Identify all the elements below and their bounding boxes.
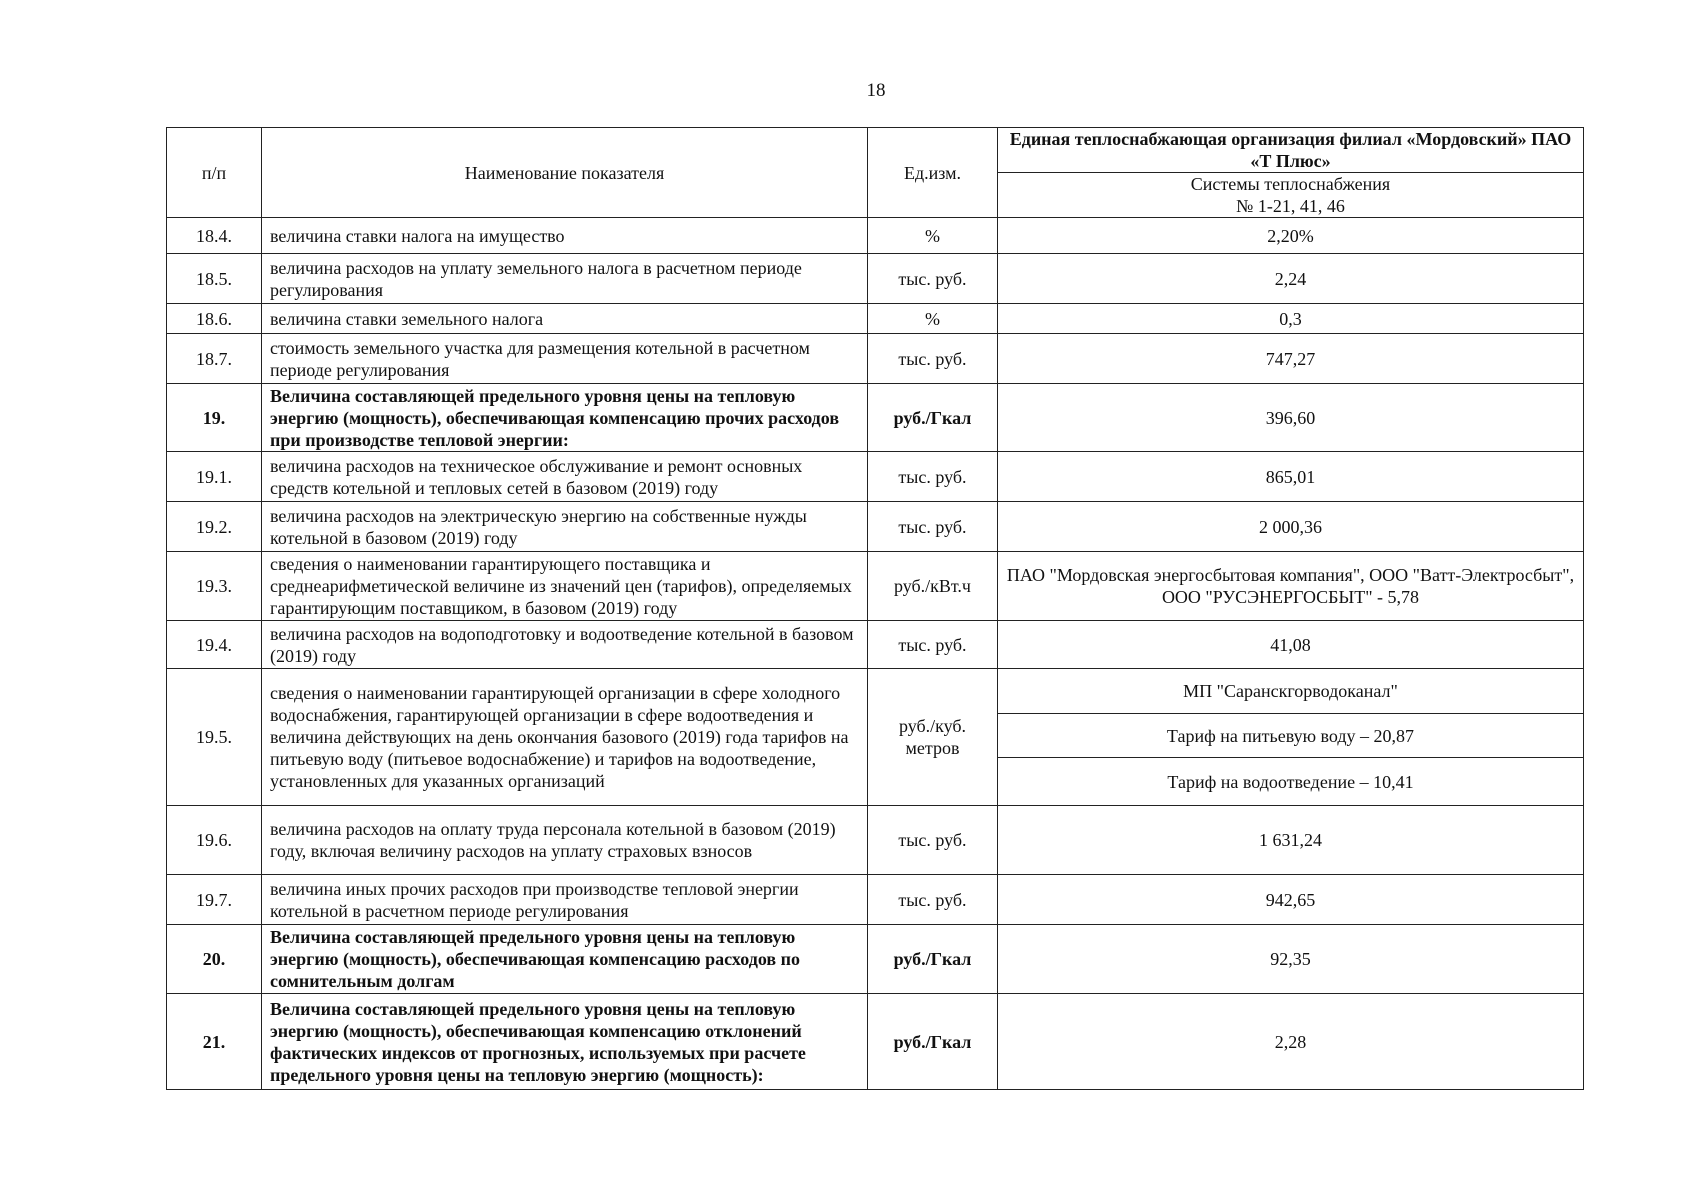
- row-value: 2,24: [998, 254, 1584, 304]
- row-num: 19.: [167, 384, 262, 452]
- row-num: 18.4.: [167, 218, 262, 254]
- row-num: 18.5.: [167, 254, 262, 304]
- row-num: 19.4.: [167, 621, 262, 669]
- row-num: 19.2.: [167, 502, 262, 552]
- row-value: 92,35: [998, 925, 1584, 994]
- row-value: 1 631,24: [998, 806, 1584, 875]
- row-unit: тыс. руб.: [868, 254, 998, 304]
- row-unit: тыс. руб.: [868, 452, 998, 502]
- table-row: [167, 452, 1584, 502]
- row-name: сведения о наименовании гарантирующего поставщика и среднеарифметической величине из значений цен (тарифов), определяемых гарантирующим поставщиком, в базовом (2019) году: [262, 552, 868, 621]
- row-unit: тыс. руб.: [868, 502, 998, 552]
- row-unit: тыс. руб.: [868, 806, 998, 875]
- row-name: величина иных прочих расходов при производстве тепловой энергии котельной в расчетном периоде регулирования: [262, 875, 868, 925]
- row-unit: руб./Гкал: [868, 384, 998, 452]
- row-value: 2,20%: [998, 218, 1584, 254]
- row-value: 41,08: [998, 621, 1584, 669]
- table-row: [167, 254, 1584, 304]
- row-name: величина расходов на техническое обслуживание и ремонт основных средств котельной и тепловых сетей в базовом (2019) году: [262, 452, 868, 502]
- row-value: 2 000,36: [998, 502, 1584, 552]
- row-name: величина расходов на электрическую энергию на собственные нужды котельной в базовом (2019) году: [262, 502, 868, 552]
- table-row: [167, 806, 1584, 875]
- table-row: [167, 875, 1584, 925]
- table-row: [167, 925, 1584, 994]
- row-value: 2,28: [998, 994, 1584, 1090]
- row-value: 865,01: [998, 452, 1584, 502]
- page-number: 18: [866, 80, 886, 101]
- row-value: 0,3: [998, 304, 1584, 334]
- table-row: [167, 669, 1584, 714]
- row-unit: тыс. руб.: [868, 875, 998, 925]
- header-systems-line1: Системы теплоснабжения: [1190, 174, 1391, 194]
- tariff-table: [166, 127, 1584, 1090]
- header-name: Наименование показателя: [262, 128, 868, 218]
- row-name: сведения о наименовании гарантирующей организации в сфере холодного водоснабжения, гарантирующей организации в сфере водоотведения и величина действующих на день окончания базового (2019) года тарифов на питьевую воду (питьевое водоснабжение) и тарифов на водоотведение, установленных для указанных организаций: [262, 669, 868, 806]
- header-organization: Единая теплоснабжающая организация филиал «Мордовский» ПАО «Т Плюс»: [998, 128, 1584, 173]
- row-num: 20.: [167, 925, 262, 994]
- row-unit: руб./Гкал: [868, 994, 998, 1090]
- row-unit: тыс. руб.: [868, 621, 998, 669]
- row-value: 942,65: [998, 875, 1584, 925]
- row-unit: %: [868, 304, 998, 334]
- row-unit: тыс. руб.: [868, 334, 998, 384]
- row-value: ПАО "Мордовская энергосбытовая компания", ООО "Ватт-Электросбыт", ООО "РУСЭНЕРГОСБЫТ" - 5,78: [998, 552, 1584, 621]
- table-row: [167, 994, 1584, 1090]
- row-value: 396,60: [998, 384, 1584, 452]
- row-unit: руб./кВт.ч: [868, 552, 998, 621]
- header-systems: [998, 173, 1584, 218]
- row-unit: %: [868, 218, 998, 254]
- row-name: Величина составляющей предельного уровня цены на тепловую энергию (мощность), обеспечивающая компенсацию расходов по сомнительным долгам: [262, 925, 868, 994]
- header-systems-line2: № 1-21, 41, 46: [1236, 196, 1345, 216]
- row-num: 19.3.: [167, 552, 262, 621]
- row-name: Величина составляющей предельного уровня цены на тепловую энергию (мощность), обеспечивающая компенсацию отклонений фактических индексов от прогнозных, используемых при расчете предельного уровня цены на тепловую энергию (мощность):: [262, 994, 868, 1090]
- row-name: величина ставки земельного налога: [262, 304, 868, 334]
- table-row: [167, 334, 1584, 384]
- row-name: стоимость земельного участка для размещения котельной в расчетном периоде регулирования: [262, 334, 868, 384]
- row-value-supplier: МП "Саранскгорводоканал": [998, 669, 1584, 714]
- row-value: 747,27: [998, 334, 1584, 384]
- row-unit: руб./куб. метров: [868, 669, 998, 806]
- row-value-drainage-tariff: Тариф на водоотведение – 10,41: [998, 758, 1584, 806]
- table-row: [167, 552, 1584, 621]
- row-name: Величина составляющей предельного уровня цены на тепловую энергию (мощность), обеспечивающая компенсацию прочих расходов при производстве тепловой энергии:: [262, 384, 868, 452]
- table-row: [167, 218, 1584, 254]
- row-num: 19.5.: [167, 669, 262, 806]
- row-num: 19.1.: [167, 452, 262, 502]
- row-value-water-tariff: Тариф на питьевую воду – 20,87: [998, 714, 1584, 758]
- table-row: [167, 304, 1584, 334]
- row-num: 18.7.: [167, 334, 262, 384]
- row-num: 18.6.: [167, 304, 262, 334]
- row-name: величина расходов на оплату труда персонала котельной в базовом (2019) году, включая величину расходов на уплату страховых взносов: [262, 806, 868, 875]
- table-header-row: [167, 128, 1584, 173]
- row-unit: руб./Гкал: [868, 925, 998, 994]
- row-name: величина расходов на водоподготовку и водоотведение котельной в базовом (2019) году: [262, 621, 868, 669]
- row-name: величина расходов на уплату земельного налога в расчетном периоде регулирования: [262, 254, 868, 304]
- table-row: [167, 621, 1584, 669]
- header-unit: Ед.изм.: [868, 128, 998, 218]
- row-num: 19.7.: [167, 875, 262, 925]
- row-name: величина ставки налога на имущество: [262, 218, 868, 254]
- row-num: 21.: [167, 994, 262, 1090]
- table-row: [167, 502, 1584, 552]
- row-num: 19.6.: [167, 806, 262, 875]
- table-row: [167, 384, 1584, 452]
- header-num: п/п: [167, 128, 262, 218]
